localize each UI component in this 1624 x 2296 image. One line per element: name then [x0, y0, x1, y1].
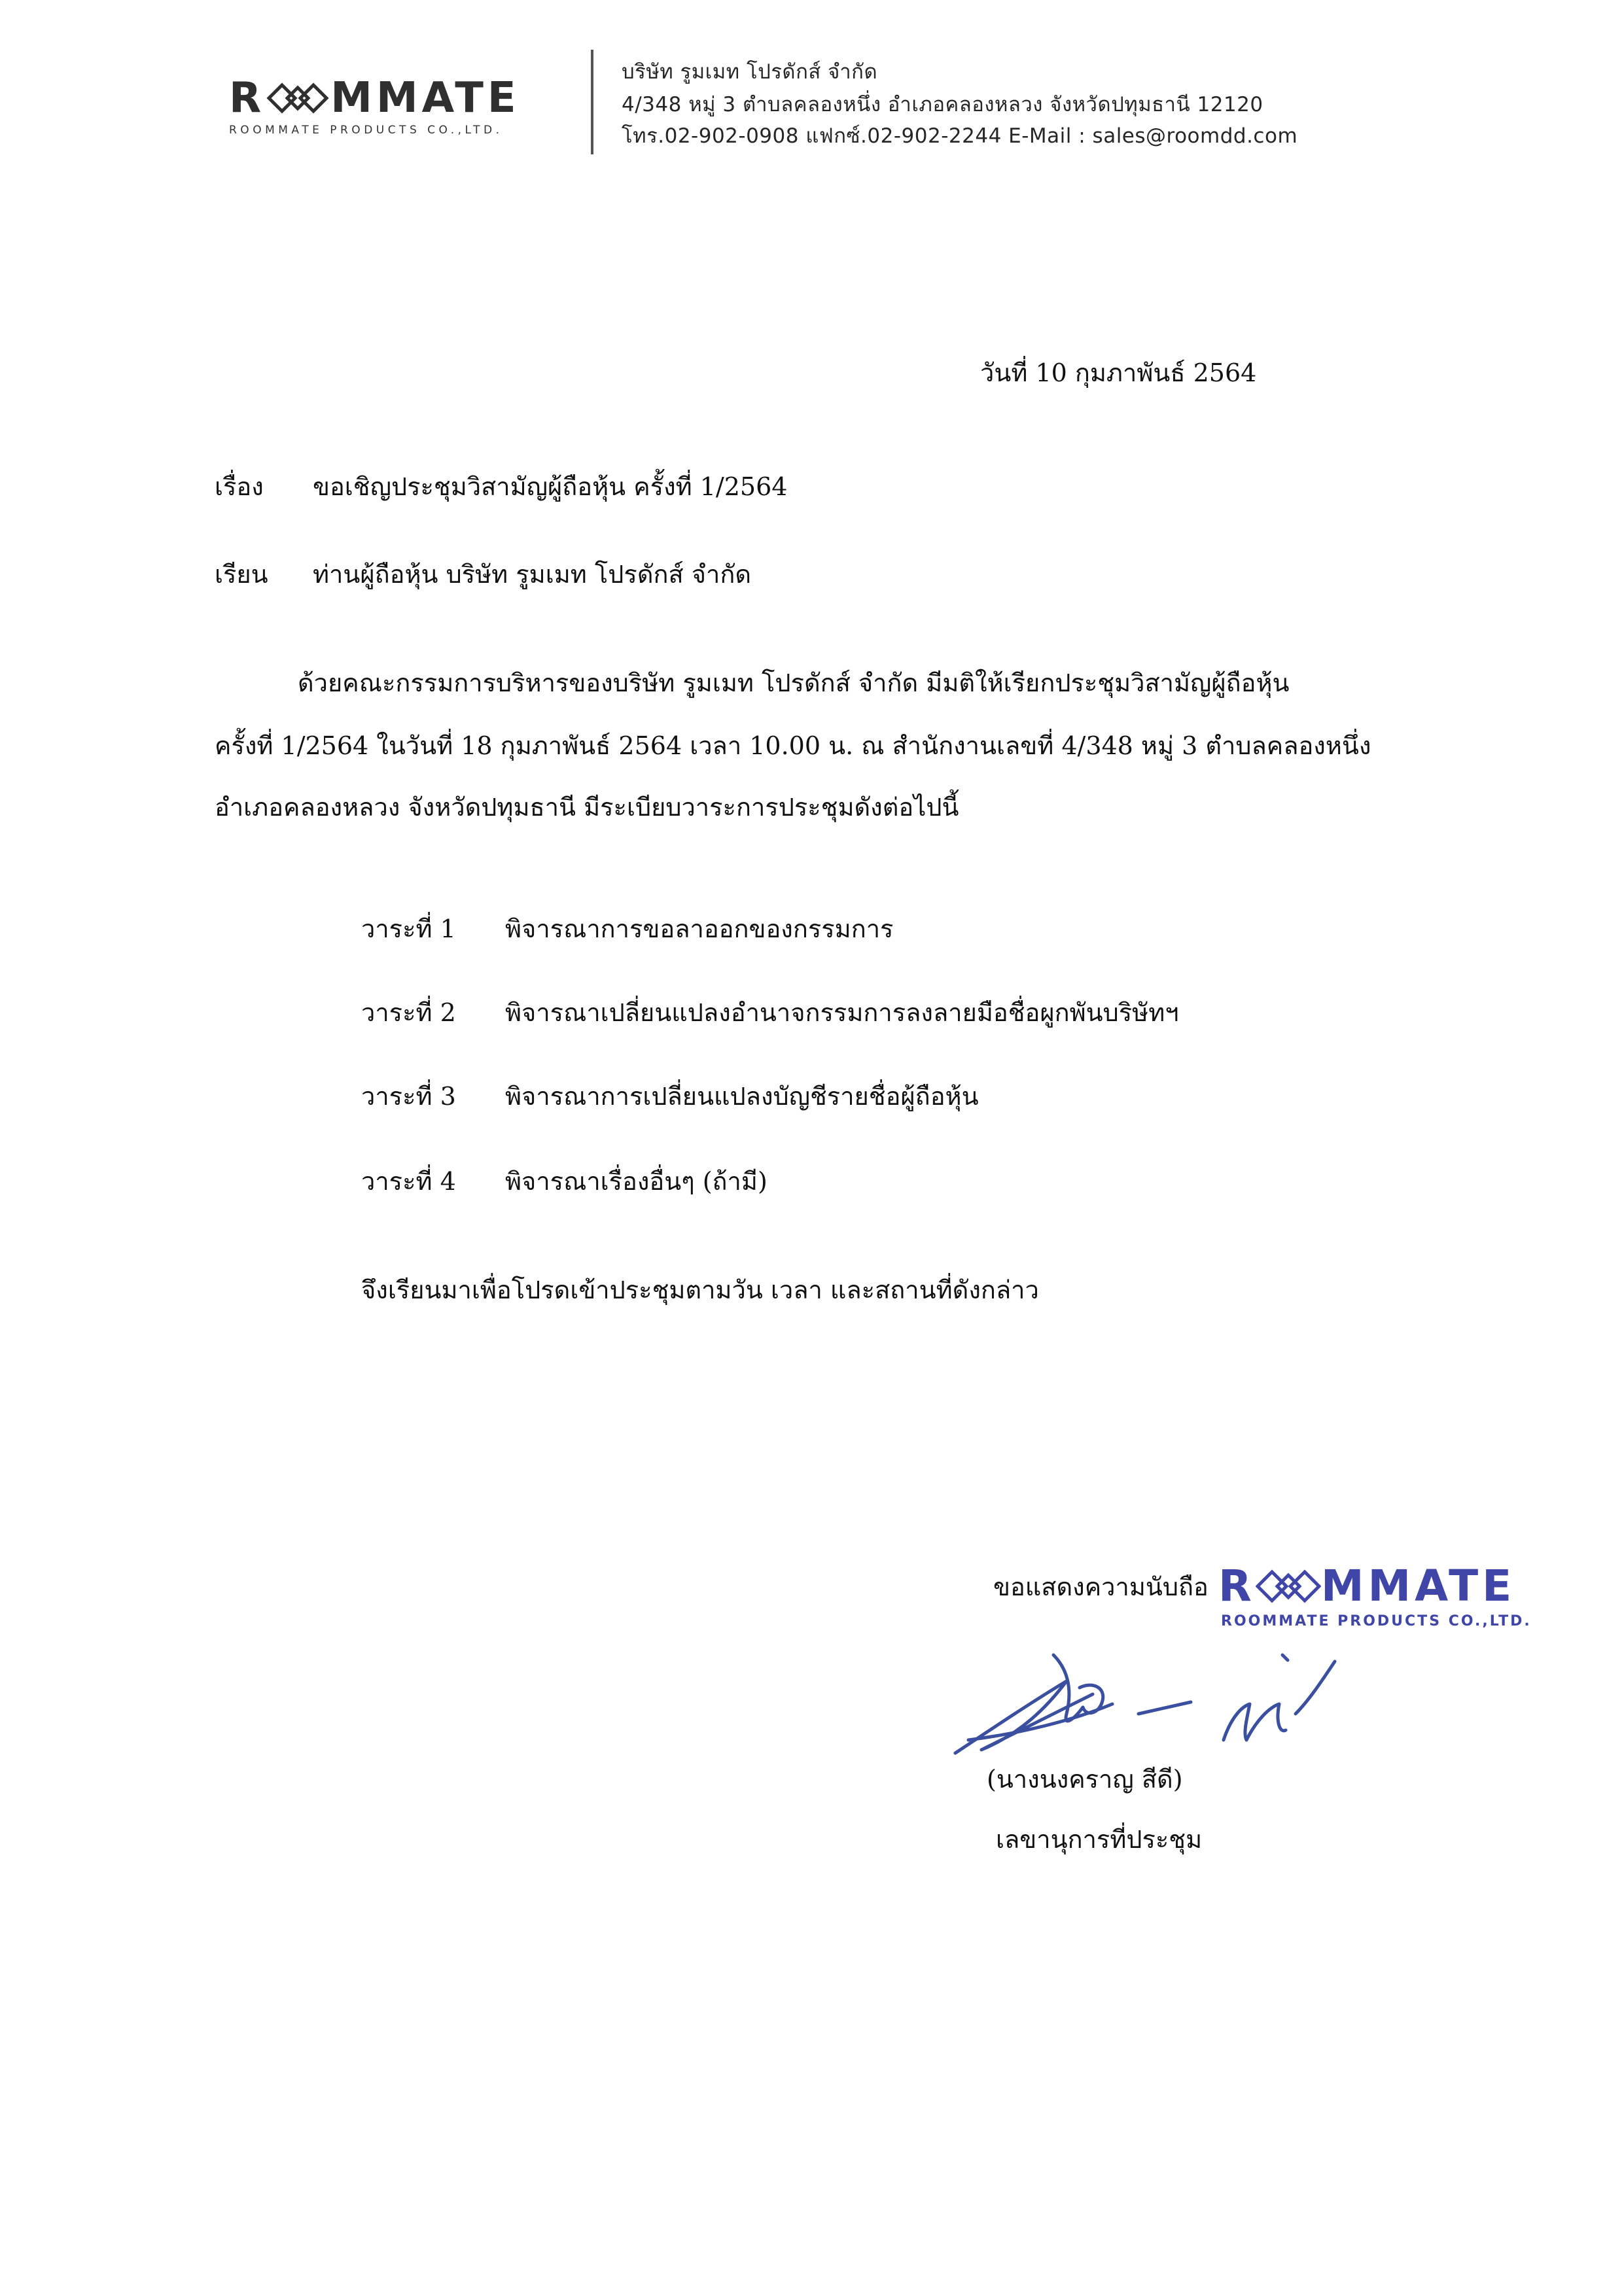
agenda-text: พิจารณาเปลี่ยนแปลงอำนาจกรรมการลงลายมือชื่อผูกพันบริษัทฯ [505, 998, 1179, 1027]
recipient-text: ท่านผู้ถือหุ้น บริษัท รูมเมท โปรดักส์ จำกัด [313, 560, 752, 589]
agenda-item [361, 914, 456, 945]
company-logo [229, 74, 520, 137]
logo-text-left: R [229, 74, 266, 122]
body-line-2: ครั้งที่ 1/2564 ในวันที่ 18 กุมภาพันธ์ 2564 เวลา 10.00 น. ณ สำนักงานเลขที่ 4/348 หมู่ 3 ตำบลคลองหนึ่ง [215, 731, 1371, 760]
agenda-label: วาระที่ 3 [361, 1082, 456, 1111]
agenda-item [361, 998, 456, 1028]
body-line-3: อำเภอคลองหลวง จังหวัดปทุมธานี มีระเบียบวาระการประชุมดังต่อไปนี้ [215, 793, 959, 822]
logo-wordmark [229, 74, 520, 122]
logo-text-right: MMATE [330, 74, 520, 122]
handwritten-signature [942, 1642, 1387, 1769]
stamp-diamond-icon [1256, 1567, 1321, 1610]
signatory-position: เลขานุการที่ประชุม [996, 1825, 1203, 1854]
stamp-subtitle: ROOMMATE PRODUCTS CO.,LTD. [1221, 1612, 1532, 1629]
signatory-name: (นางนงคราญ สีดี) [987, 1765, 1183, 1794]
stamp-text-left: R [1218, 1561, 1256, 1611]
company-contact: โทร.02-902-0908 แฟกซ์.02-902-2244 E-Mail : sales@roomdd.com [622, 124, 1298, 148]
subject-text: ขอเชิญประชุมวิสามัญผู้ถือหุ้น ครั้งที่ 1/2564 [313, 472, 788, 501]
agenda-item [361, 1167, 456, 1197]
company-address: 4/348 หมู่ 3 ตำบลคลองหนึ่ง อำเภอคลองหลวง จังหวัดปทุมธานี 12120 [622, 93, 1263, 116]
stamp-text-right: MMATE [1320, 1561, 1516, 1611]
stamp-wordmark [1218, 1561, 1532, 1611]
agenda-text: พิจารณาการเปลี่ยนแปลงบัญชีรายชื่อผู้ถือหุ้น [505, 1082, 979, 1111]
closing-line: จึงเรียนมาเพื่อโปรดเข้าประชุมตามวัน เวลา และสถานที่ดังกล่าว [361, 1276, 1039, 1304]
logo-subtitle: ROOMMATE PRODUCTS CO.,LTD. [229, 124, 503, 137]
recipient-label: เรียน [215, 560, 268, 589]
letter-date: วันที่ 10 กุมภาพันธ์ 2564 [980, 358, 1257, 387]
agenda-text: พิจารณาการขอลาออกของกรรมการ [505, 914, 894, 943]
agenda-label: วาระที่ 2 [361, 998, 456, 1027]
agenda-label: วาระที่ 4 [361, 1167, 456, 1196]
agenda-label: วาระที่ 1 [361, 914, 456, 943]
company-stamp [1218, 1561, 1532, 1629]
signature-salutation: ขอแสดงความนับถือ [993, 1573, 1209, 1601]
subject-label: เรื่อง [215, 472, 264, 501]
agenda-item [361, 1082, 456, 1112]
body-line-1: ด้วยคณะกรรมการบริหารของบริษัท รูมเมท โปรดักส์ จำกัด มีมติให้เรียกประชุมวิสามัญผู้ถือหุ้น [298, 669, 1290, 697]
letterhead-divider [591, 50, 593, 154]
diamond-mark-icon [266, 79, 329, 121]
agenda-text: พิจารณาเรื่องอื่นๆ (ถ้ามี) [505, 1167, 768, 1196]
company-name: บริษัท รูมเมท โปรดักส์ จำกัด [622, 60, 878, 84]
